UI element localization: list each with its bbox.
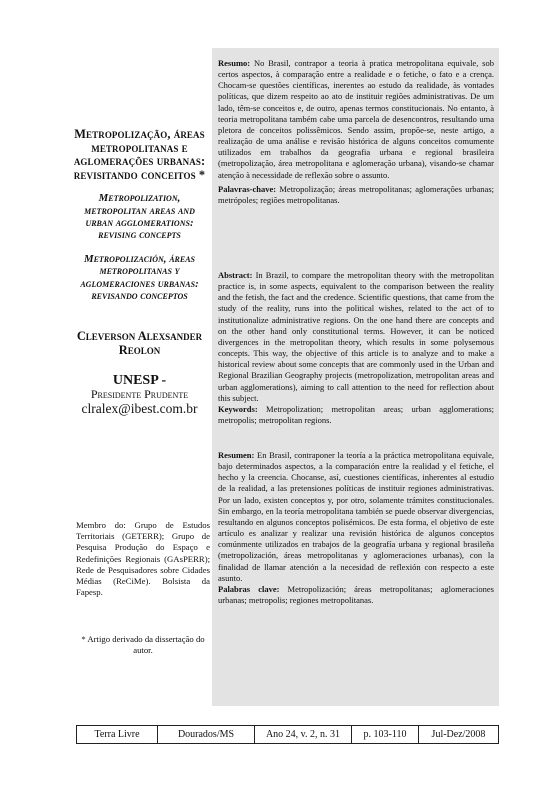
- resumo-label: Resumo:: [218, 58, 251, 68]
- resumo-text: No Brasil, contrapor a teoria à pratica metropolitana equivale, sob certos aspectos, à comparação entre a realidade e o fetiche, o fato e a crença. Chocam-se questões científicas, inerentes ao estudo da realidade, às vontades políticas, que dizem respeito ao ato de instituir regiões administrativas. De um lado, têm-se conceitos e, de outro, apenas termos constitucionais. No entanto, à teoria metropolitana também cabe uma parcela de desencontros, resultando uma pletora de conceitos polissêmicos. Sendo assim, propõe-se, neste artigo, a realização de uma análise e revisão histórica de alguns conceitos comumente utilizados em trabalhos da geografia urbana e regional brasileira (metropolização, área metropolitana e aglomeração urbana), visando-se chamar atenção à necessidade de reflexão sobre o assunto.: [218, 58, 494, 180]
- title-spanish: Metropolización, áreas metropolitanas y aglomeraciones urbanas: revisando conceptos: [80, 253, 199, 302]
- author-name: Cleverson Alexsander Reolon: [76, 329, 203, 357]
- resumen-paragraph: [218, 450, 494, 584]
- resumo-block: [218, 58, 494, 206]
- abstract-keywords-text: Metropolization; metropolitan areas; urban agglomerations; metropolis; metropolitan regions.: [218, 403, 495, 426]
- title-english: Metropolization, metropolitan areas and urban agglomerations: revising concepts: [84, 192, 195, 241]
- resumen-block: [218, 450, 494, 606]
- resumen-keywords-text: Metropolización; áreas metropolitanas; aglomeraciones urbanas; metropolis; regiones metropolitanas.: [218, 583, 494, 606]
- resumen-keywords: [218, 584, 494, 606]
- author-email: clralex@ibest.com.br: [81, 401, 198, 417]
- footer-pages: p. 103-110: [352, 726, 419, 743]
- affiliation-city: Presidente Prudente: [90, 387, 189, 402]
- citation-footer: [76, 725, 499, 744]
- author-affiliation: [72, 373, 207, 416]
- resumen-text: En Brasil, contraponer la teoría a la práctica metropolitana equivale, bajo determinados aspectos, a la comparación entre la realidad y el fetiche, el hecho y la creencia. Chocanse, así, cuestiones científicas, inherentes al estudio de la realidad, a las pretensiones políticas de instituir regiones administrativas. Por un lado, existen conceptos y, por otro, solamente trámites constitucionales. Sin embargo, en la teoría metropolitana también se puede observar divergencias, resultando en algunos conceptos polisémicos. De esta forma, el objetivo de este artículo es analizar y realizar una revisión histórica de algunos conceptos comúnmente utilizados en trabajos de la geografía urbana y regional brasileña (metropolización, áreas metropolitanas y aglomeraciones urbanas), con la finalidad de llamar atención a la necesidad de reflexión con respecto a este asunto.: [218, 450, 495, 583]
- resumen-label: Resumen:: [218, 450, 255, 460]
- abstract-text: In Brazil, to compare the metropolitan theory with the metropolitan practice is, in some aspects, equivalent to the comparison between the reality and the fetish, the fact and the credence. Scientific questions, that came from the study of the reality, runs into the political wishes, related to the act of to institutionalize administrative regions. On the one hand there are concepts and on the other hand only constitutional terms. However, it can be noticed divergences in the metropolitan theory, which results in some polysemous concepts. This way, the objective of this article is to analyze and to make a historical review about some concepts that are commonly used in the Urban and Regional Brazilian Geography projects (metropolization, metropolitan areas and urban agglomerations), aiming to call attention to the need for reflection about this subject.: [218, 270, 494, 403]
- abstract-label: Abstract:: [218, 270, 253, 280]
- footer-date: Jul-Dez/2008: [431, 729, 486, 740]
- footer-place: Dourados/MS: [158, 726, 255, 743]
- resumo-paragraph: [218, 58, 494, 181]
- abstract-paragraph: [218, 270, 494, 404]
- membership-note: Membro do: Grupo de Estudos Territoriais (GETERR); Grupo de Pesquisa Produção do Espaço e Redefinições Regionais (GAsPERR); Rede de Pesquisadores sobre Cidades Médias (ReCiMe). Bolsista da Fapesp.: [76, 520, 210, 598]
- footer-journal: Terra Livre: [77, 726, 158, 743]
- abstract-keywords-label: Keywords:: [218, 403, 258, 414]
- abstract-keywords: [218, 404, 494, 426]
- resumo-keywords-label: Palavras-chave:: [218, 183, 277, 194]
- footnote: * Artigo derivado da dissertação do autor.: [81, 634, 205, 656]
- resumen-keywords-label: Palabras clave:: [218, 583, 280, 594]
- title-block: [72, 128, 207, 416]
- affiliation-institution: UNESP -: [112, 373, 167, 389]
- title-portuguese: Metropolização, áreas metropolitanas e aglomerações urbanas: revisitando conceitos *: [73, 127, 206, 182]
- abstract-block: [218, 270, 494, 426]
- resumo-keywords: [218, 184, 494, 206]
- footer-volume: Ano 24, v. 2, n. 31: [255, 726, 352, 743]
- resumo-keywords-text: Metropolização; áreas metropolitanas; aglomerações urbanas; metrópoles; regiões metropolitanas.: [218, 183, 494, 205]
